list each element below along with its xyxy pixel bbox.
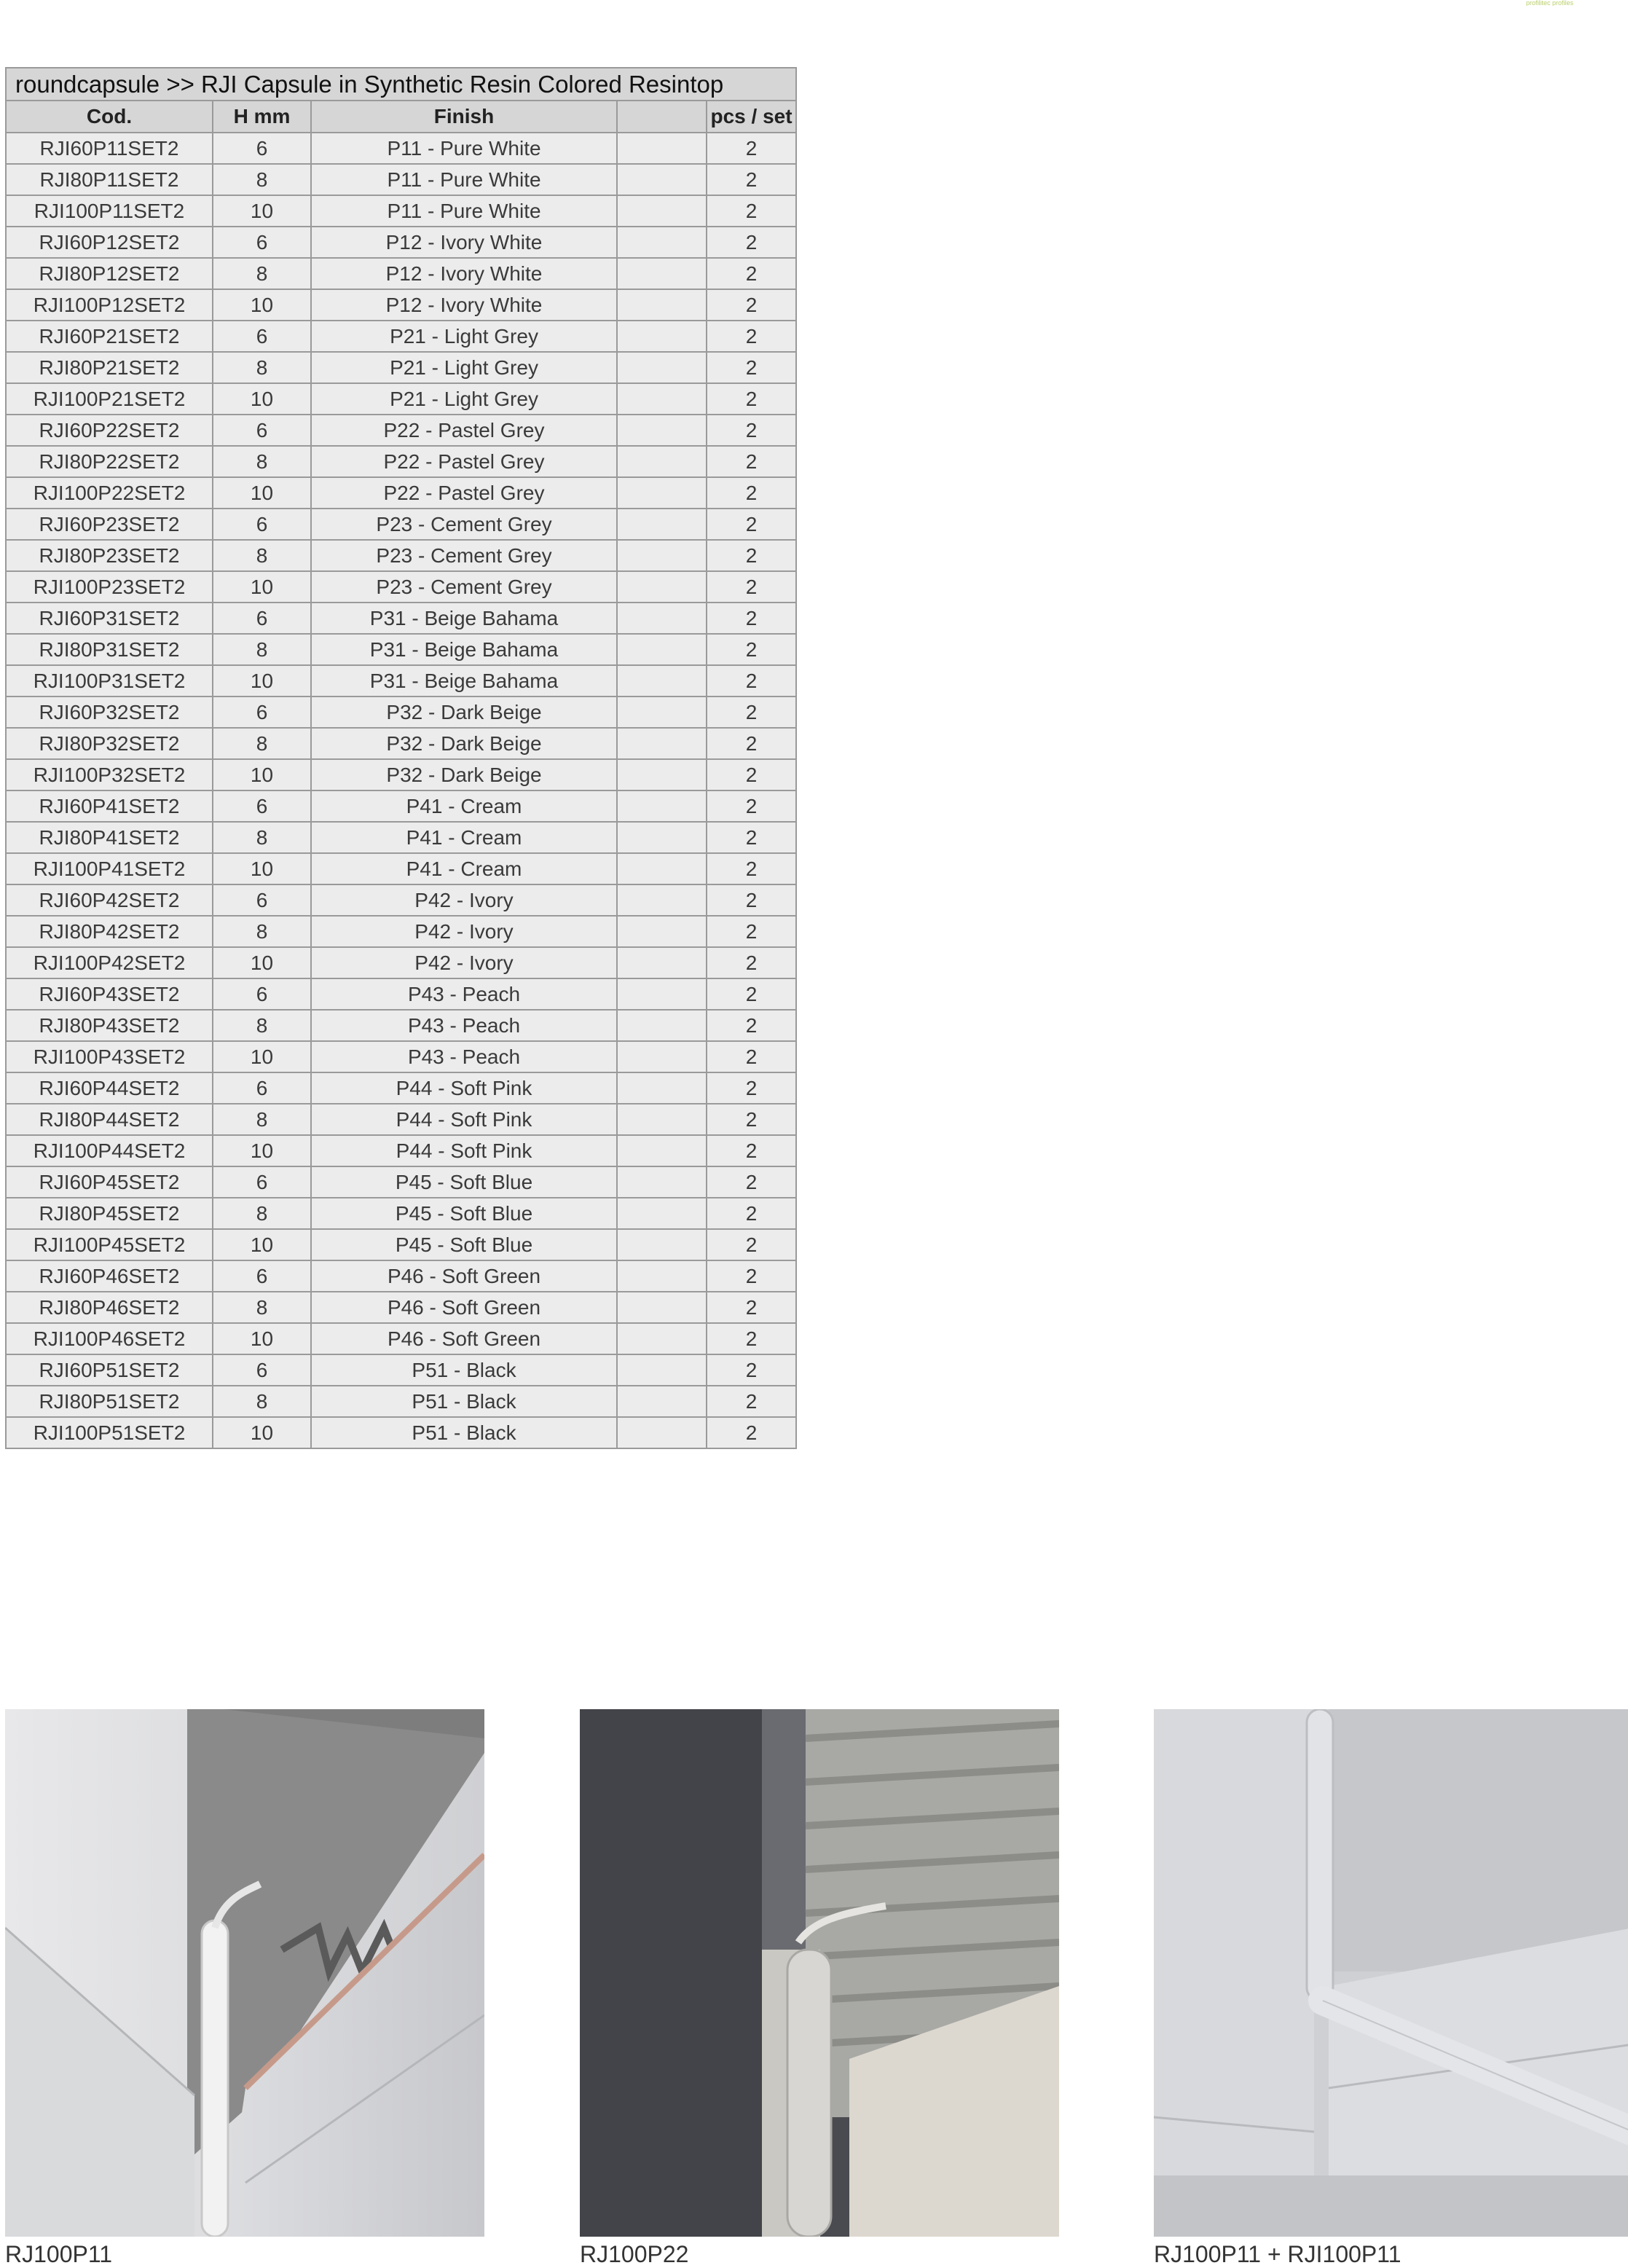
cell-finish: P11 - Pure White [311, 164, 617, 195]
cell-pcs-set: 2 [707, 1104, 796, 1135]
cell-height: 8 [213, 1010, 311, 1041]
cell-finish: P31 - Beige Bahama [311, 634, 617, 665]
cell-blank [617, 133, 707, 164]
photo-2-illustration [580, 1709, 1059, 2237]
cell-blank [617, 446, 707, 477]
cell-finish: P31 - Beige Bahama [311, 603, 617, 634]
photo-1-caption: RJ100P11 [5, 2241, 113, 2267]
cell-blank [617, 1354, 707, 1386]
cell-height: 8 [213, 1292, 311, 1323]
cell-blank [617, 853, 707, 884]
cell-code: RJI100P31SET2 [6, 665, 213, 697]
cell-height: 10 [213, 1323, 311, 1354]
cell-code: RJI100P12SET2 [6, 289, 213, 321]
cell-code: RJI80P51SET2 [6, 1386, 213, 1417]
cell-finish: P51 - Black [311, 1417, 617, 1448]
cell-finish: P21 - Light Grey [311, 321, 617, 352]
cell-code: RJI60P21SET2 [6, 321, 213, 352]
cell-code: RJI60P42SET2 [6, 884, 213, 916]
table-row [6, 383, 796, 415]
cell-height: 10 [213, 1041, 311, 1072]
table-row [6, 571, 796, 603]
cell-pcs-set: 2 [707, 728, 796, 759]
cell-height: 6 [213, 1354, 311, 1386]
cell-code: RJI100P32SET2 [6, 759, 213, 790]
cell-blank [617, 258, 707, 289]
table-title-row [6, 68, 796, 101]
cell-pcs-set: 2 [707, 1072, 796, 1104]
cell-height: 10 [213, 665, 311, 697]
photo-1-illustration [5, 1709, 484, 2237]
cell-code: RJI80P21SET2 [6, 352, 213, 383]
cell-height: 8 [213, 164, 311, 195]
cell-pcs-set: 2 [707, 1010, 796, 1041]
cell-pcs-set: 2 [707, 1323, 796, 1354]
cell-height: 10 [213, 1229, 311, 1260]
cell-finish: P45 - Soft Blue [311, 1229, 617, 1260]
cell-blank [617, 509, 707, 540]
cell-code: RJI80P32SET2 [6, 728, 213, 759]
cell-height: 10 [213, 383, 311, 415]
cell-finish: P11 - Pure White [311, 195, 617, 227]
cell-code: RJI100P45SET2 [6, 1229, 213, 1260]
header-finish: Finish [311, 101, 617, 133]
cell-blank [617, 227, 707, 258]
cell-blank [617, 1010, 707, 1041]
cell-height: 10 [213, 289, 311, 321]
cell-finish: P21 - Light Grey [311, 383, 617, 415]
table-row [6, 853, 796, 884]
cell-height: 8 [213, 1104, 311, 1135]
cell-code: RJI80P44SET2 [6, 1104, 213, 1135]
cell-blank [617, 634, 707, 665]
cell-height: 6 [213, 133, 311, 164]
cell-finish: P44 - Soft Pink [311, 1072, 617, 1104]
header-cod: Cod. [6, 101, 213, 133]
cell-blank [617, 759, 707, 790]
cell-finish: P51 - Black [311, 1354, 617, 1386]
cell-finish: P23 - Cement Grey [311, 509, 617, 540]
cell-code: RJI80P11SET2 [6, 164, 213, 195]
cell-code: RJI60P12SET2 [6, 227, 213, 258]
table-header-row [6, 101, 796, 133]
cell-pcs-set: 2 [707, 509, 796, 540]
cell-pcs-set: 2 [707, 227, 796, 258]
cell-finish: P32 - Dark Beige [311, 697, 617, 728]
cell-height: 10 [213, 853, 311, 884]
cell-code: RJI80P42SET2 [6, 916, 213, 947]
cell-finish: P46 - Soft Green [311, 1292, 617, 1323]
table-row [6, 634, 796, 665]
cell-blank [617, 665, 707, 697]
cell-blank [617, 415, 707, 446]
cell-finish: P12 - Ivory White [311, 289, 617, 321]
cell-pcs-set: 2 [707, 759, 796, 790]
table-row [6, 1354, 796, 1386]
cell-pcs-set: 2 [707, 289, 796, 321]
cell-code: RJI100P21SET2 [6, 383, 213, 415]
cell-height: 8 [213, 1386, 311, 1417]
table-row [6, 1260, 796, 1292]
cell-code: RJI100P22SET2 [6, 477, 213, 509]
cell-code: RJI60P44SET2 [6, 1072, 213, 1104]
table-row [6, 477, 796, 509]
cell-height: 10 [213, 571, 311, 603]
cell-code: RJI60P41SET2 [6, 790, 213, 822]
cell-pcs-set: 2 [707, 383, 796, 415]
product-photo-1 [5, 1709, 484, 2237]
cell-height: 8 [213, 822, 311, 853]
cell-height: 8 [213, 352, 311, 383]
cell-finish: P43 - Peach [311, 1010, 617, 1041]
cell-height: 6 [213, 227, 311, 258]
table-row [6, 1010, 796, 1041]
cell-height: 8 [213, 1198, 311, 1229]
table-row [6, 1135, 796, 1166]
cell-code: RJI80P41SET2 [6, 822, 213, 853]
cell-finish: P42 - Ivory [311, 916, 617, 947]
table-row [6, 1386, 796, 1417]
cell-finish: P42 - Ivory [311, 947, 617, 978]
cell-height: 6 [213, 1260, 311, 1292]
cell-pcs-set: 2 [707, 1354, 796, 1386]
cell-pcs-set: 2 [707, 853, 796, 884]
cell-pcs-set: 2 [707, 790, 796, 822]
cell-blank [617, 477, 707, 509]
cell-blank [617, 822, 707, 853]
table-row [6, 1229, 796, 1260]
cell-code: RJI60P51SET2 [6, 1354, 213, 1386]
brand-logo: profilitec profiles [1526, 0, 1574, 6]
cell-code: RJI80P45SET2 [6, 1198, 213, 1229]
cell-pcs-set: 2 [707, 321, 796, 352]
cell-code: RJI100P43SET2 [6, 1041, 213, 1072]
cell-blank [617, 321, 707, 352]
cell-code: RJI80P12SET2 [6, 258, 213, 289]
table-row [6, 1041, 796, 1072]
cell-pcs-set: 2 [707, 195, 796, 227]
cell-pcs-set: 2 [707, 164, 796, 195]
cell-height: 6 [213, 978, 311, 1010]
table-row [6, 697, 796, 728]
cell-pcs-set: 2 [707, 1386, 796, 1417]
cell-pcs-set: 2 [707, 133, 796, 164]
cell-blank [617, 352, 707, 383]
cell-code: RJI100P51SET2 [6, 1417, 213, 1448]
cell-pcs-set: 2 [707, 947, 796, 978]
table-title: roundcapsule >> RJI Capsule in Synthetic Resin Colored Resintop [6, 68, 796, 101]
table-row [6, 509, 796, 540]
table-row [6, 728, 796, 759]
cell-height: 10 [213, 195, 311, 227]
cell-pcs-set: 2 [707, 634, 796, 665]
cell-pcs-set: 2 [707, 352, 796, 383]
table-row [6, 665, 796, 697]
cell-finish: P43 - Peach [311, 978, 617, 1010]
cell-finish: P46 - Soft Green [311, 1260, 617, 1292]
cell-finish: P12 - Ivory White [311, 227, 617, 258]
cell-height: 6 [213, 509, 311, 540]
cell-code: RJI80P23SET2 [6, 540, 213, 571]
cell-code: RJI60P45SET2 [6, 1166, 213, 1198]
table-row [6, 133, 796, 164]
header-blank [617, 101, 707, 133]
cell-height: 10 [213, 759, 311, 790]
table-row [6, 884, 796, 916]
table-body [6, 133, 796, 1448]
table-row [6, 352, 796, 383]
header-height: H mm [213, 101, 311, 133]
cell-finish: P43 - Peach [311, 1041, 617, 1072]
cell-blank [617, 1198, 707, 1229]
cell-finish: P51 - Black [311, 1386, 617, 1417]
cell-pcs-set: 2 [707, 571, 796, 603]
cell-code: RJI60P11SET2 [6, 133, 213, 164]
cell-blank [617, 1292, 707, 1323]
cell-blank [617, 383, 707, 415]
cell-code: RJI100P44SET2 [6, 1135, 213, 1166]
cell-blank [617, 289, 707, 321]
cell-height: 10 [213, 1135, 311, 1166]
table-row [6, 195, 796, 227]
cell-blank [617, 571, 707, 603]
cell-finish: P41 - Cream [311, 822, 617, 853]
cell-blank [617, 884, 707, 916]
cell-pcs-set: 2 [707, 1292, 796, 1323]
cell-finish: P45 - Soft Blue [311, 1166, 617, 1198]
cell-pcs-set: 2 [707, 978, 796, 1010]
cell-pcs-set: 2 [707, 822, 796, 853]
cell-blank [617, 1229, 707, 1260]
cell-code: RJI80P43SET2 [6, 1010, 213, 1041]
cell-code: RJI100P41SET2 [6, 853, 213, 884]
cell-height: 8 [213, 540, 311, 571]
cell-code: RJI100P46SET2 [6, 1323, 213, 1354]
cell-blank [617, 1386, 707, 1417]
table-row [6, 258, 796, 289]
cell-code: RJI80P22SET2 [6, 446, 213, 477]
table-row [6, 164, 796, 195]
cell-blank [617, 195, 707, 227]
table-row [6, 1323, 796, 1354]
cell-pcs-set: 2 [707, 1166, 796, 1198]
cell-pcs-set: 2 [707, 1041, 796, 1072]
table-row [6, 540, 796, 571]
product-photo-2 [580, 1709, 1059, 2237]
table-row [6, 603, 796, 634]
cell-blank [617, 1323, 707, 1354]
table-row [6, 916, 796, 947]
cell-finish: P32 - Dark Beige [311, 728, 617, 759]
cell-height: 6 [213, 1166, 311, 1198]
cell-code: RJI60P31SET2 [6, 603, 213, 634]
cell-blank [617, 1166, 707, 1198]
table-row [6, 227, 796, 258]
cell-pcs-set: 2 [707, 258, 796, 289]
cell-blank [617, 697, 707, 728]
cell-pcs-set: 2 [707, 1417, 796, 1448]
cell-height: 6 [213, 1072, 311, 1104]
cell-pcs-set: 2 [707, 916, 796, 947]
table-row [6, 289, 796, 321]
cell-finish: P44 - Soft Pink [311, 1104, 617, 1135]
cell-pcs-set: 2 [707, 1260, 796, 1292]
cell-finish: P45 - Soft Blue [311, 1198, 617, 1229]
cell-finish: P41 - Cream [311, 790, 617, 822]
cell-finish: P22 - Pastel Grey [311, 477, 617, 509]
product-photo-3 [1154, 1709, 1628, 2237]
cell-code: RJI60P23SET2 [6, 509, 213, 540]
photo-3-illustration [1154, 1709, 1628, 2237]
cell-blank [617, 1041, 707, 1072]
cell-height: 6 [213, 603, 311, 634]
cell-finish: P12 - Ivory White [311, 258, 617, 289]
cell-finish: P32 - Dark Beige [311, 759, 617, 790]
cell-code: RJI60P32SET2 [6, 697, 213, 728]
header-pcs-set: pcs / set [707, 101, 796, 133]
cell-height: 10 [213, 1417, 311, 1448]
cell-finish: P23 - Cement Grey [311, 571, 617, 603]
cell-blank [617, 916, 707, 947]
cell-blank [617, 790, 707, 822]
cell-blank [617, 1072, 707, 1104]
cell-finish: P21 - Light Grey [311, 352, 617, 383]
cell-code: RJI80P46SET2 [6, 1292, 213, 1323]
table-row [6, 1417, 796, 1448]
cell-finish: P22 - Pastel Grey [311, 446, 617, 477]
cell-height: 8 [213, 634, 311, 665]
cell-pcs-set: 2 [707, 1135, 796, 1166]
cell-finish: P11 - Pure White [311, 133, 617, 164]
table-row [6, 1292, 796, 1323]
table-row [6, 790, 796, 822]
cell-height: 8 [213, 446, 311, 477]
cell-code: RJI100P11SET2 [6, 195, 213, 227]
table-row [6, 446, 796, 477]
cell-pcs-set: 2 [707, 1198, 796, 1229]
photo-3-caption: RJ100P11 + RJI100P11 [1154, 2241, 1401, 2267]
cell-blank [617, 603, 707, 634]
cell-finish: P22 - Pastel Grey [311, 415, 617, 446]
cell-height: 6 [213, 415, 311, 446]
cell-height: 6 [213, 697, 311, 728]
cell-blank [617, 540, 707, 571]
cell-code: RJI100P23SET2 [6, 571, 213, 603]
cell-finish: P31 - Beige Bahama [311, 665, 617, 697]
table-row [6, 1198, 796, 1229]
cell-blank [617, 1260, 707, 1292]
table-row [6, 321, 796, 352]
table-row [6, 1072, 796, 1104]
cell-pcs-set: 2 [707, 477, 796, 509]
cell-code: RJI60P43SET2 [6, 978, 213, 1010]
cell-code: RJI60P46SET2 [6, 1260, 213, 1292]
cell-blank [617, 1417, 707, 1448]
cell-pcs-set: 2 [707, 603, 796, 634]
cell-height: 10 [213, 477, 311, 509]
cell-height: 10 [213, 947, 311, 978]
cell-pcs-set: 2 [707, 1229, 796, 1260]
table-row [6, 978, 796, 1010]
cell-pcs-set: 2 [707, 540, 796, 571]
cell-finish: P44 - Soft Pink [311, 1135, 617, 1166]
cell-blank [617, 164, 707, 195]
cell-height: 8 [213, 916, 311, 947]
cell-blank [617, 728, 707, 759]
cell-code: RJI60P22SET2 [6, 415, 213, 446]
table-row [6, 1166, 796, 1198]
cell-finish: P42 - Ivory [311, 884, 617, 916]
cell-pcs-set: 2 [707, 415, 796, 446]
cell-blank [617, 1135, 707, 1166]
table-row [6, 822, 796, 853]
product-table [5, 67, 797, 1449]
cell-blank [617, 947, 707, 978]
cell-finish: P41 - Cream [311, 853, 617, 884]
cell-code: RJI80P31SET2 [6, 634, 213, 665]
table-row [6, 759, 796, 790]
cell-pcs-set: 2 [707, 665, 796, 697]
photo-2-caption: RJ100P22 [580, 2241, 689, 2267]
cell-code: RJI100P42SET2 [6, 947, 213, 978]
table-row [6, 1104, 796, 1135]
cell-height: 8 [213, 258, 311, 289]
cell-height: 6 [213, 790, 311, 822]
cell-blank [617, 1104, 707, 1135]
cell-height: 6 [213, 321, 311, 352]
cell-finish: P46 - Soft Green [311, 1323, 617, 1354]
table-row [6, 415, 796, 446]
cell-finish: P23 - Cement Grey [311, 540, 617, 571]
cell-blank [617, 978, 707, 1010]
cell-height: 6 [213, 884, 311, 916]
cell-pcs-set: 2 [707, 697, 796, 728]
table-row [6, 947, 796, 978]
cell-pcs-set: 2 [707, 884, 796, 916]
cell-height: 8 [213, 728, 311, 759]
cell-pcs-set: 2 [707, 446, 796, 477]
